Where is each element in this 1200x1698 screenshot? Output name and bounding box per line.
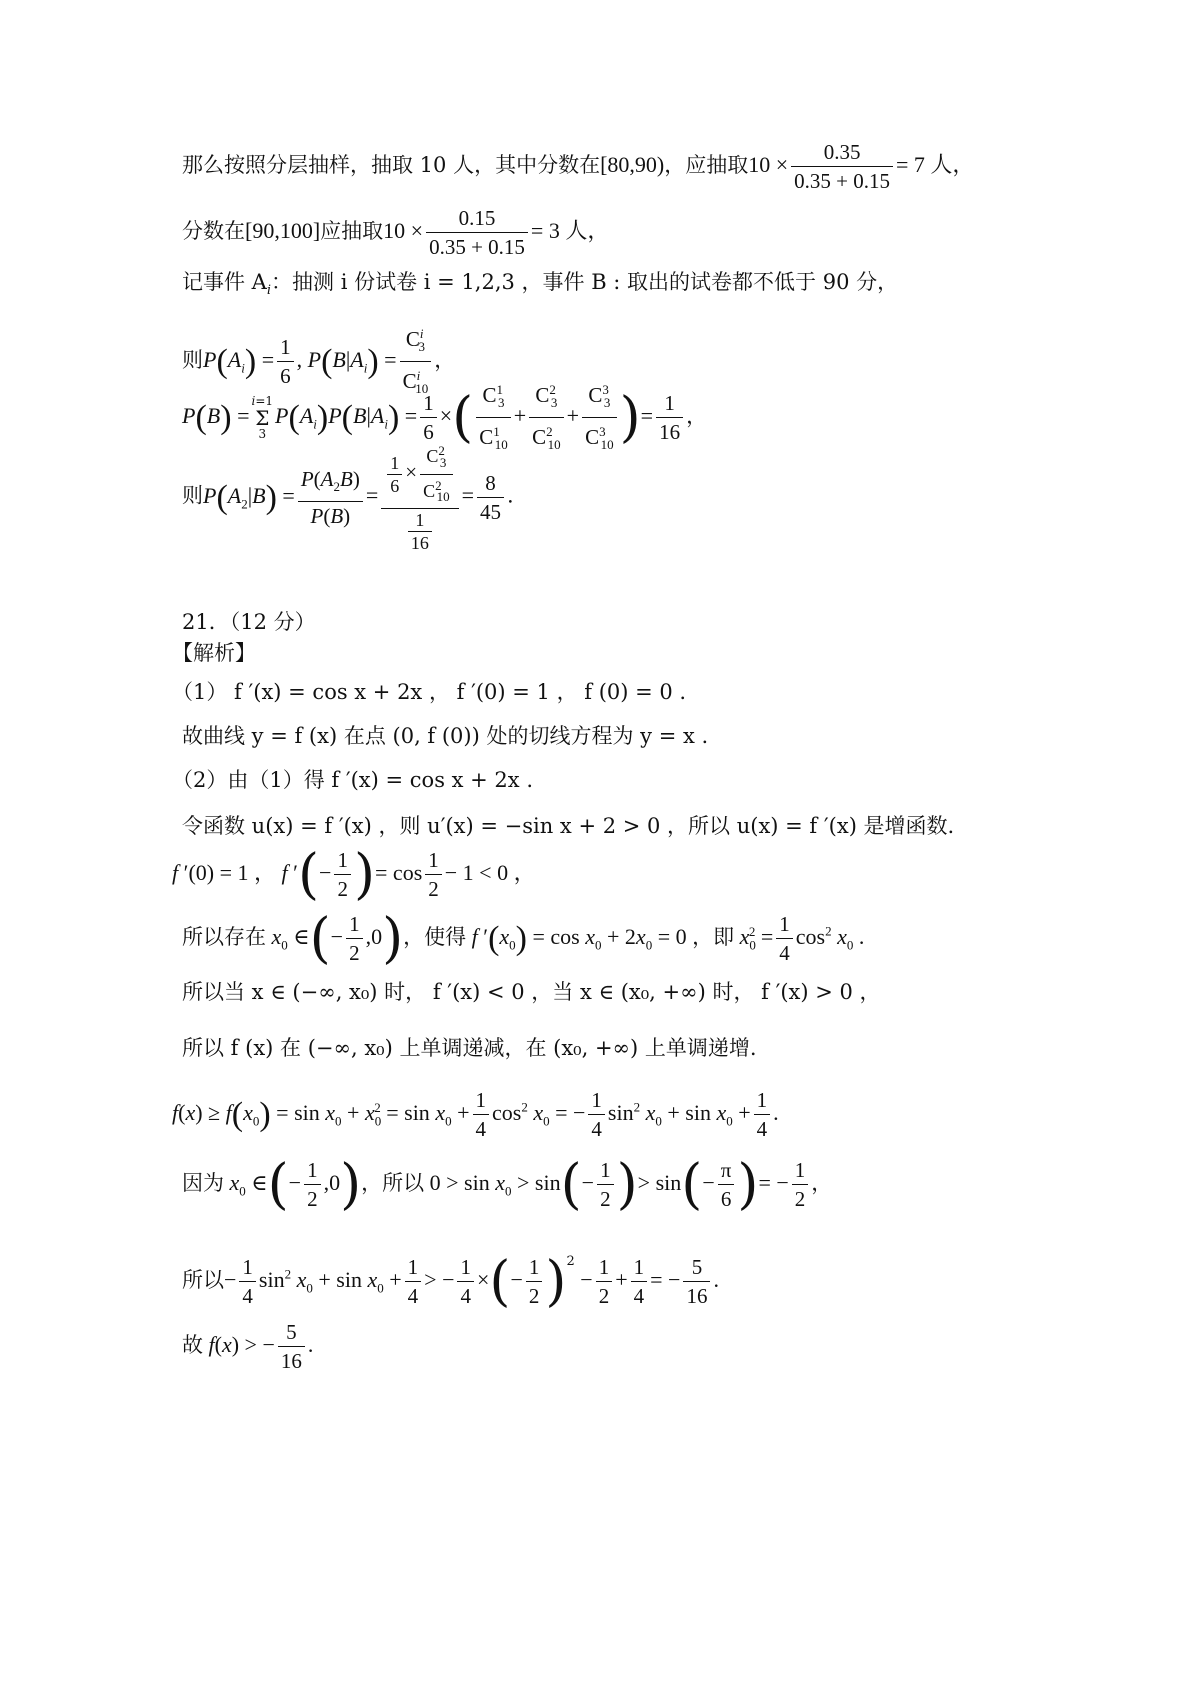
conditional-probability-line: 则$P(A_2|B)$ = $\frac{P(A_2B)}{P(B)}$ = $\frac{1}{6}$ × $\frac{C^2_3}{C^2_{10}}$ $\frac{1}{16}$ = $\frac{8}{45}$ . bbox=[182, 440, 1120, 559]
fraction: $\frac{1}{2}$ bbox=[596, 1253, 613, 1310]
part-1-derivative: （1） f ′(x) = cos x + 2x ， f ′(0) = 1 ， f (0) = 0 . bbox=[172, 680, 687, 704]
fraction: $\frac{C^i_3}{C^i_{10}}$ bbox=[400, 320, 432, 403]
text: 因为 bbox=[182, 1171, 224, 1195]
fraction: $\frac{1}{4}$ bbox=[776, 910, 793, 967]
fraction: $\frac{1}{6}$ bbox=[420, 389, 437, 446]
fraction: $\frac{C^3_3}{C^3_{10}}$ bbox=[582, 376, 617, 459]
fraction: $\frac{1}{2}$ bbox=[526, 1253, 543, 1310]
fraction: $\frac{C^2_3}{C^2_{10}}$ bbox=[529, 376, 564, 459]
monotonic-derivative: 令函数 u(x) = f ′(x) ，则 u′(x) = −sin x + 2 > 0 ，所以 u(x) = f ′(x) 是增函数. bbox=[182, 814, 955, 838]
text: 应抽取 bbox=[320, 219, 384, 243]
text: ，使得 bbox=[403, 925, 467, 949]
text: 故 bbox=[182, 1333, 203, 1357]
fraction: $\frac{1}{4}$ bbox=[588, 1086, 605, 1143]
fraction: $\frac{1}{4}$ bbox=[405, 1253, 422, 1310]
fraction: $\frac{5}{16}$ bbox=[278, 1318, 305, 1375]
question-21-title: 21．（12 分） bbox=[182, 610, 316, 634]
fraction: $\frac{\pi}{6}$ bbox=[718, 1156, 735, 1213]
text: 则 bbox=[182, 483, 203, 508]
fraction: $\frac{8}{45}$ bbox=[477, 469, 504, 526]
fraction: $\frac{C^1_3}{C^1_{10}}$ bbox=[476, 376, 511, 459]
text: ，所以 bbox=[361, 1171, 425, 1195]
tangent-line: 故曲线 y = f (x) 在点 (0, f (0)) 处的切线方程为 y = x . bbox=[182, 724, 709, 748]
sine-bound: 因为 $x_0$ ∈(− $\frac{1}{2}$ ,0)，所以 $0 > \sin x_0 > \sin(-$ $\frac{1}{2}$ )> sin(− $\frac{\pi}{6}$ )= − $\frac{1}{2}$ ， bbox=[182, 1152, 833, 1216]
fraction: $\frac{0.35}{0.35 + 0.15}$ bbox=[791, 138, 893, 195]
derivative-values: f ′(0) = 1 ， f ′(− $\frac{1}{2}$ )= cos $\frac{1}{2}$ − 1 < 0 ， bbox=[172, 842, 536, 906]
text: 分数在 bbox=[182, 219, 245, 243]
fraction: $\frac{1}{4}$ bbox=[631, 1253, 648, 1310]
fraction: $\frac{0.15}{0.35 + 0.15}$ bbox=[426, 204, 528, 261]
fraction: $\frac{1}{2}$ bbox=[597, 1156, 614, 1213]
text: ，即 bbox=[692, 925, 735, 949]
text: 所以 bbox=[182, 1268, 224, 1292]
summation: i=1 Σ 3 bbox=[251, 393, 274, 441]
fraction: $\frac{1}{2}$ bbox=[792, 1156, 809, 1213]
total-probability-line: P(B) =i=1 Σ $3P(A_i)P(B|A_i)$ = $\frac{1}{6}$ ×( $\frac{C^1_3}{C^1_{10}}$ + $\frac{C^2_3}{C^2_{10}}$ + $\frac{C^3_3}{C^3_{10}}$ )= $\frac{1}{16}$ ， bbox=[182, 376, 1120, 459]
text: = 3 人， bbox=[530, 218, 610, 243]
sampling-line-2: 分数在[90,100]应抽取10 × $\frac{0.15}{0.35 + 0.15}$ = 3 人， bbox=[182, 206, 610, 259]
text: 则 bbox=[182, 348, 203, 373]
fraction: $\frac{1}{4}$ bbox=[457, 1253, 474, 1310]
probability-line-1: 则$P(A_i)$ = $\frac{1}{6}$ , $P(B|A_i)$ = $\frac{C^i_3}{C^i_{10}}$ ， bbox=[182, 320, 1120, 403]
fraction: $\frac{1}{2}$ bbox=[346, 910, 363, 967]
fraction: $\frac{5}{16}$ bbox=[683, 1253, 710, 1310]
fraction: $\frac{1}{6}$ bbox=[277, 333, 294, 390]
existence-x0: 所以存在 $x_0$ ∈(− $\frac{1}{2}$ ,0)，使得 f $'(x_0) = \cos x_0 + 2x_0 = 0$ ，即 $x_0^2$ = $\frac{1}{4}$ $\cos^2 x_0$ . bbox=[182, 906, 865, 970]
text: 记事件 A bbox=[182, 270, 267, 294]
monotonicity: 所以 f (x) 在 (−∞, x₀) 上单调递减，在 (x₀, +∞) 上单调递增. bbox=[182, 1036, 757, 1060]
fraction: $\frac{P(A_2B)}{P(B)}$ bbox=[298, 465, 363, 530]
text: 那么按照分层抽样，抽取 10 人，其中分数在 bbox=[182, 153, 601, 177]
lower-bound-computation: 所以− $\frac{1}{4}$ $\sin^2 x_0 + \sin x_0$ + $\frac{1}{4}$ > − $\frac{1}{4}$ ×(− $\frac{1}{2}$ )$^2$ − $\frac{1}{2}$ + $\frac{1}{4}$ = − $\frac{5}{16}$ . bbox=[182, 1249, 719, 1313]
text: ：抽测 i 份试卷 i = 1,2,3 ，事件 B : 取出的试卷都不低于 90 分， bbox=[271, 270, 899, 294]
interval: [80,90) bbox=[600, 152, 665, 177]
sampling-line-1: 那么按照分层抽样，抽取 10 人，其中分数在[80,90)，应抽取10 × $\frac{0.35}{0.35 + 0.15}$ = 7 人， bbox=[182, 140, 975, 193]
analysis-label: 【解析】 bbox=[172, 641, 256, 665]
event-definition: 记事件 $A_i$：抽测 i 份试卷 i = 1,2,3 ，事件 B : 取出的试卷都不低于 90 分， bbox=[182, 270, 899, 299]
compound-fraction: $\frac{1}{6}$ × $\frac{C^2_3}{C^2_{10}}$ $\frac{1}{16}$ bbox=[381, 440, 458, 554]
conclusion: 故 f(x) > − $\frac{5}{16}$ . bbox=[182, 1320, 314, 1373]
fraction: $\frac{1}{4}$ bbox=[754, 1086, 771, 1143]
derivative-sign: 所以当 x ∈ (−∞, x₀) 时， f ′(x) < 0 ，当 x ∈ (x₀, +∞) 时， f ′(x) > 0 ， bbox=[182, 980, 881, 1004]
fraction: $\frac{1}{16}$ bbox=[656, 389, 683, 446]
interval: [90,100] bbox=[245, 218, 321, 243]
fraction: $\frac{1}{4}$ bbox=[239, 1253, 256, 1310]
fraction: $\frac{1}{2}$ bbox=[334, 846, 351, 903]
text: = 7 人， bbox=[896, 152, 975, 177]
part-2-derivative: （2）由（1）得 f ′(x) = cos x + 2x . bbox=[172, 768, 533, 792]
minimum-value: $f(x) \ge f(x_0) = \sin x_0 + x_0^2 = \sin x_0$ + $\frac{1}{4}$ $\cos^2 x_0$ = − $\frac{1}{4}$ $\sin^2 x_0 + \sin x_0$ + $\frac{1}{4}$ . bbox=[172, 1088, 779, 1141]
fraction: $\frac{1}{2}$ bbox=[425, 846, 442, 903]
text: ，应抽取 bbox=[664, 153, 749, 177]
fraction: $\frac{1}{4}$ bbox=[473, 1086, 490, 1143]
fraction: $\frac{1}{2}$ bbox=[304, 1156, 321, 1213]
text: 所以存在 bbox=[182, 925, 266, 949]
